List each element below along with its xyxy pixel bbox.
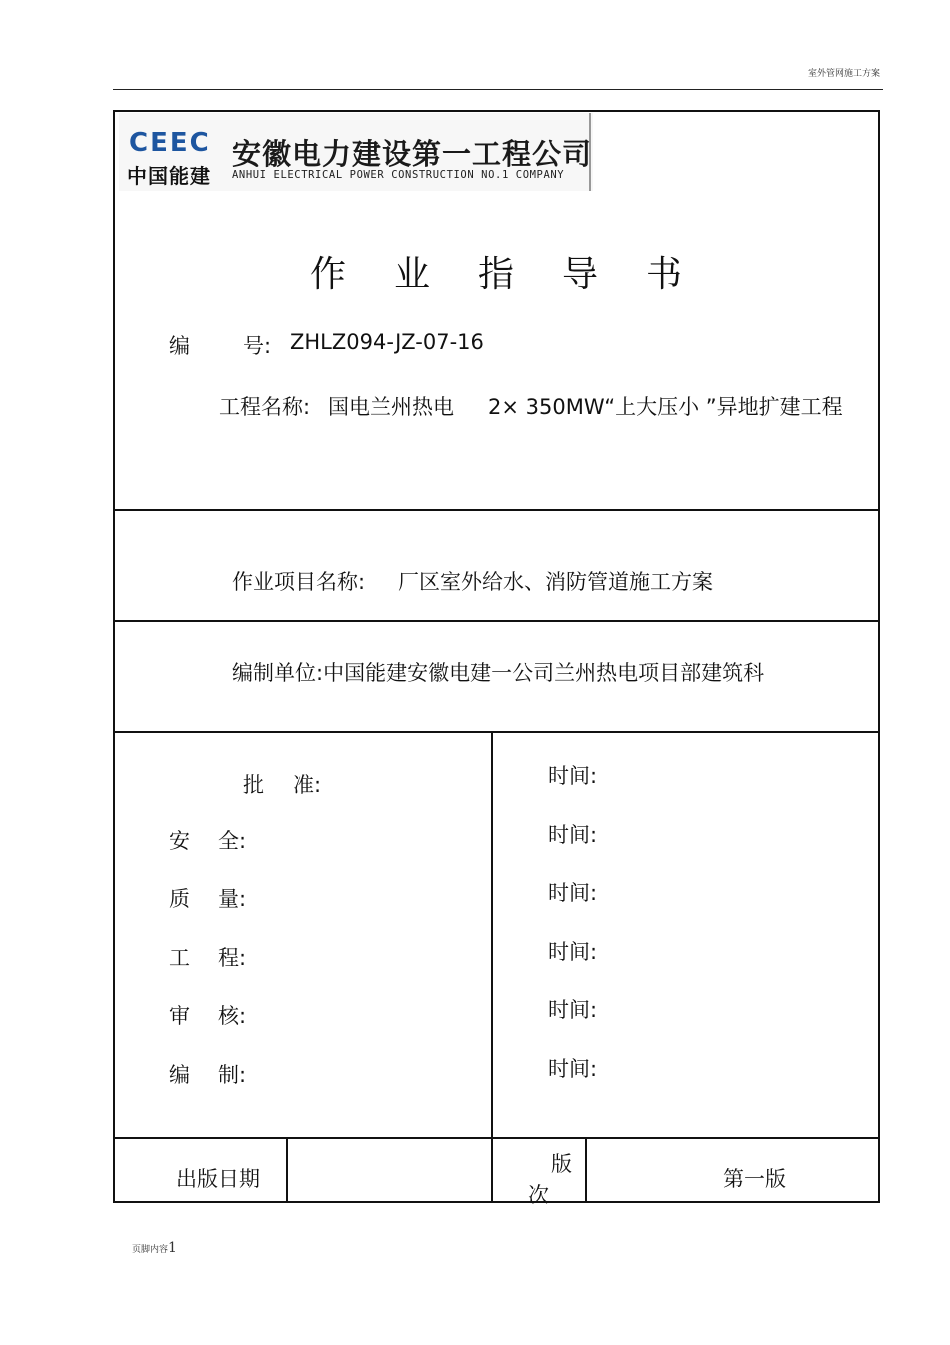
task-value: 厂区室外给水、消防管道施工方案 [398, 570, 713, 594]
approve-label-a: 批 [243, 773, 264, 797]
time-label: 时间: [548, 764, 598, 788]
row-divider-1 [113, 509, 880, 511]
approve-label-b: 准: [293, 773, 322, 797]
title-char: 导 [562, 254, 599, 295]
time-label: 时间: [548, 881, 598, 905]
review-label-a: 审 [169, 1004, 190, 1028]
time-label: 时间: [548, 998, 598, 1022]
row-divider-4 [113, 1137, 880, 1139]
row-divider-3 [113, 731, 880, 733]
ceec-mark: CEEC [129, 128, 211, 158]
safety-label-a: 安 [169, 829, 190, 853]
engineering-label-b: 程: [218, 946, 247, 970]
edition-label-b: 次 [528, 1183, 549, 1207]
page-number: 1 [168, 1240, 177, 1256]
doc-number-label-a: 编 [169, 334, 190, 358]
project-label: 工程名称: [219, 395, 311, 419]
title-char: 指 [478, 254, 515, 295]
doc-number-label-b: 号: [243, 334, 272, 358]
row-divider-2 [113, 620, 880, 622]
col-divider-date [286, 1137, 288, 1203]
col-divider-edition [585, 1137, 587, 1203]
company-name-cn: 安徽电力建设第一工程公司 [232, 137, 593, 171]
time-label: 时间: [548, 1057, 598, 1081]
doc-number-value: ZHLZ094-JZ-07-16 [290, 330, 484, 354]
task-label: 作业项目名称: [232, 570, 366, 594]
review-label-b: 核: [218, 1004, 247, 1028]
page-header-text: 室外管网施工方案 [807, 69, 880, 79]
document-title [310, 246, 730, 297]
title-char: 书 [646, 254, 683, 295]
engineering-label-a: 工 [169, 946, 190, 970]
time-label: 时间: [548, 823, 598, 847]
quality-label-a: 质 [169, 887, 190, 911]
footer-text: 页脚内容 [132, 1245, 169, 1255]
publish-date-label: 出版日期 [176, 1167, 260, 1191]
edition-label-a: 版 [551, 1152, 572, 1176]
time-label: 时间: [548, 940, 598, 964]
compiling-unit: 编制单位:中国能建安徽电建一公司兰州热电项目部建筑科 [232, 661, 765, 685]
brand-cn: 中国能建 [127, 164, 211, 188]
title-char: 作 [310, 254, 347, 295]
company-name-en: ANHUI ELECTRICAL POWER CONSTRUCTION NO.1 COMPANY [232, 169, 565, 181]
safety-label-b: 全: [218, 829, 247, 853]
project-name-b: 2× 350MW“上大压小 ”异地扩建工程 [488, 395, 843, 419]
project-name-a: 国电兰州热电 [328, 395, 454, 419]
page-footer [132, 1240, 177, 1256]
title-char: 业 [394, 254, 431, 295]
prepare-label-b: 制: [218, 1063, 247, 1087]
edition-value: 第一版 [723, 1167, 786, 1191]
header-divider [113, 89, 883, 90]
col-divider-main [491, 731, 493, 1203]
quality-label-b: 量: [218, 887, 247, 911]
prepare-label-a: 编 [169, 1063, 190, 1087]
